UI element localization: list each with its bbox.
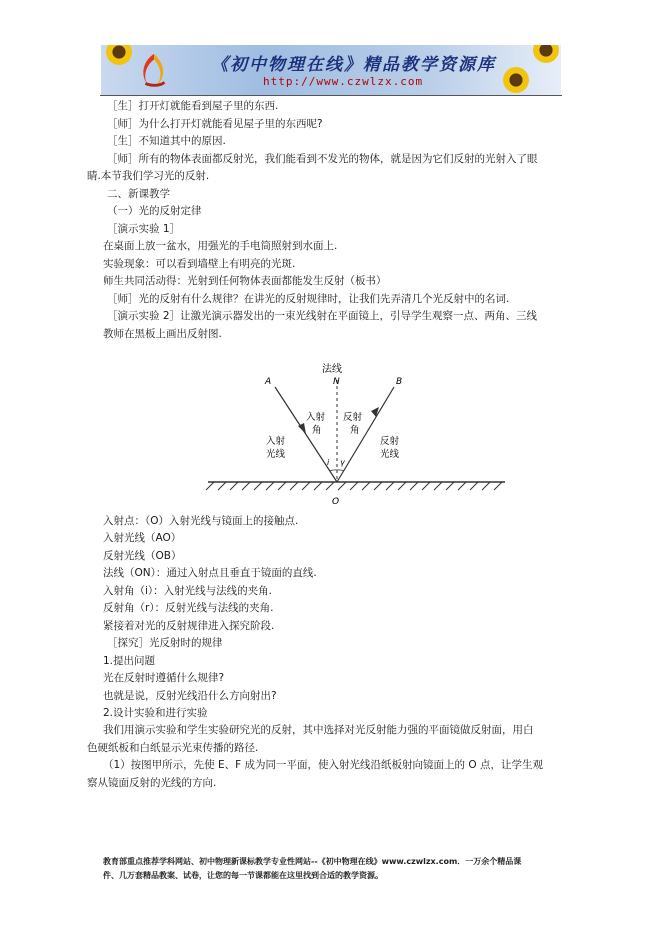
- reflected-ray: [337, 387, 394, 482]
- reflect-ray-label: 反射: [380, 436, 400, 447]
- point-a-label: A: [265, 377, 272, 387]
- header-banner: [101, 45, 561, 95]
- incident-ray: [275, 387, 337, 482]
- text-line: ［师］光的反射有什么规律？在讲光的反射规律时，让我们先弄清几个光反射中的名词.: [107, 293, 510, 305]
- point-o-label: O: [332, 497, 340, 507]
- section-heading: 二、新课教学: [107, 188, 170, 200]
- text-line: 师生共同活动得：光射到任何物体表面都能发生反射（板书）: [103, 275, 387, 287]
- subsection-heading: （一）光的反射定律: [107, 205, 202, 217]
- reflection-diagram: [200, 352, 520, 512]
- text-line: 入射角（i）：入射光线与法线的夹角.: [103, 585, 273, 597]
- text-line: ［师］所有的物体表面都反射光，我们能看到不发光的物体，就是因为它们反射的光射入了眼: [107, 153, 538, 165]
- text-line: 色硬纸板和白纸显示光束传播的路径.: [87, 742, 259, 754]
- text-line: ［生］打开灯就能看到屋子里的东西.: [107, 100, 279, 112]
- text-line: 在桌面上放一盆水，用强光的手电筒照射到水面上.: [103, 240, 338, 252]
- text-line: 光在反射时遵循什么规律?: [103, 672, 225, 684]
- reflect-angle-label: 反射: [343, 412, 363, 423]
- text-line: ［生］不知道其中的原因.: [107, 135, 226, 147]
- text-line: 入射点：（O）入射光线与镜面上的接触点.: [103, 515, 299, 527]
- sunflower-icon: [104, 45, 134, 67]
- site-title: 《初中物理在线》精品教学资源库: [211, 55, 496, 75]
- angle-r-label: γ: [340, 458, 345, 467]
- site-logo-icon: [135, 51, 173, 89]
- text-line: ［探究］光反射时的规律: [107, 637, 223, 649]
- sunflower-icon: [501, 65, 531, 95]
- header-divider: [100, 95, 562, 96]
- text-line: 法线（ON）：通过入射点且垂直于镜面的直线.: [103, 567, 317, 579]
- text-line: （1）按图甲所示，先使 E、F 成为同一平面，使入射光线沿纸板射向镜面上的 O 点，让学生观: [103, 759, 543, 771]
- reflected-arrow-icon: [371, 407, 379, 417]
- footer-text: 教育部重点推荐学科网站、初中物理新课标教学专业性网站--《初中物理在线》www.czwlzx.com．一万余个精品课: [103, 857, 522, 866]
- incident-angle-arc: [330, 470, 337, 471]
- text-line: 教师在黑板上画出反射图.: [103, 328, 222, 340]
- reflect-angle-arc: [337, 470, 344, 471]
- text-line: 反射角（r）：反射光线与法线的夹角.: [103, 602, 274, 614]
- text-line: 1.提出问题: [103, 655, 156, 667]
- reflect-angle-label: 角: [350, 425, 360, 436]
- incident-angle-label: 入射: [306, 412, 326, 423]
- text-line: ［演示实验 2］让激光演示器发出的一束光线射在平面镜上，引导学生观察一点、两角、三线: [107, 310, 538, 322]
- sunflower-icon: [531, 45, 561, 65]
- angle-i-label: i: [327, 458, 330, 467]
- text-line: 2.设计实验和进行实验: [103, 707, 208, 719]
- point-n-label: N: [333, 377, 340, 387]
- incident-angle-label: 角: [312, 425, 322, 436]
- incident-ray-label: 入射: [266, 436, 286, 447]
- text-line: ［演示实验 1］: [107, 223, 181, 235]
- site-url[interactable]: http://www.czwlzx.com: [263, 75, 424, 88]
- text-line: 实验现象：可以看到墙壁上有明亮的光斑.: [103, 258, 296, 270]
- text-line: 入射光线（AO）: [103, 532, 182, 544]
- text-line: 我们用演示实验和学生实验研究光的反射，其中选择对光反射能力强的平面镜做反射面，用白: [103, 724, 534, 736]
- incident-ray-label: 光线: [266, 449, 286, 460]
- text-line: ［师］为什么打开灯就能看见屋子里的东西呢?: [107, 118, 323, 130]
- text-line: 睛.本节我们学习光的反射.: [87, 170, 210, 182]
- point-b-label: B: [396, 377, 403, 387]
- text-line: 反射光线（OB）: [103, 550, 182, 562]
- text-line: 紧接着对光的反射规律进入探究阶段.: [103, 620, 275, 632]
- mirror-hatching: [206, 482, 502, 490]
- footer-text: 件、几万套精品教案、试卷，让您的每一节课都能在这里找到合适的教学资源。: [103, 871, 383, 880]
- text-line: 察从镜面反射的光线的方向.: [87, 777, 217, 789]
- reflect-ray-label: 光线: [380, 449, 400, 460]
- normal-label: 法线: [322, 364, 342, 375]
- text-line: 也就是说，反射光线沿什么方向射出?: [103, 690, 277, 702]
